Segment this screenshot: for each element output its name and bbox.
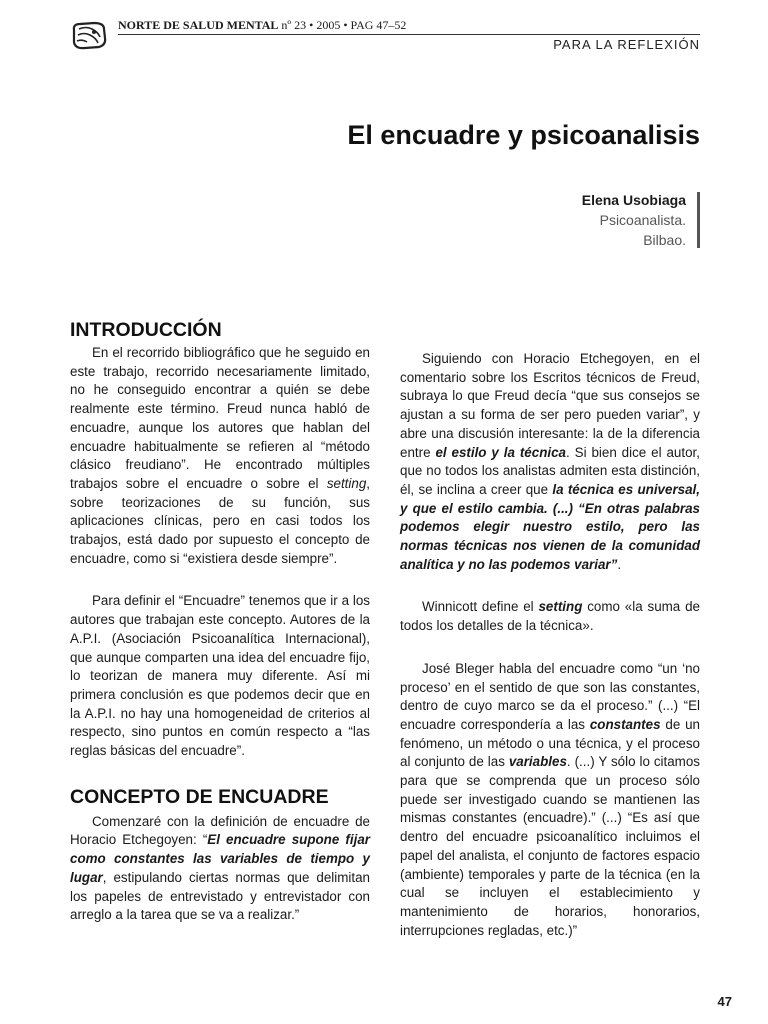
term-constantes: constantes [589,716,661,732]
author-block [582,190,686,250]
paragraph: José Bleger habla del encuadre como “un ‘no proceso’ en el sentido de que son las constantes, dentro de cuyo marco se da el proceso.” (...) “El encuadre correspondería a las constantes de un fenómeno, un método o una técnica, y el proceso al conjunto de las variables. (...) Y sólo lo citamos para que se comprenda que un proceso sólo puede ser investigado cuando se mantienen las mismas constantes (encuadre).” (...) “Es así que dentro del encuadre psicoanalítico incluimos el papel del analista, el conjunto de factores espacio (ambiente) temporales y parte de la técnica (en la cual se incluyen el establecimiento y mantenimiento de horarios, honorarios, interrupciones regladas, etc.)” [400,660,700,938]
author-bar [697,192,700,248]
term-setting-bold: setting [538,599,583,615]
page-number: 47 [717,994,732,1009]
journal-header [118,18,700,33]
journal-name-rest: DE SALUD MENTAL [160,18,279,32]
author-name: Elena Usobiaga [581,192,686,208]
paragraph: Para definir el “Encuadre” tenemos que ir a los autores que trabajan este concepto. Autores de la A.P.I. (Asociación Psicoanalítica Internacional), que aunque comparten una idea del encuadre fijo, lo teorizan de manera muy diferente. Así mi primera conclusión es que podemos decir que en la A.P.I. no hay una homogeneidad de criterios al respecto, sino puntos en común respecto a “las reglas básicas del encuadre”. [70,593,370,759]
left-column [70,316,370,925]
term-setting: setting [326,475,367,491]
paragraph: Winnicott define el setting como «la suma de todos los detalles de la técnica». [400,599,700,634]
paragraph: Siguiendo con Horacio Etchegoyen, en el comentario sobre los Escritos técnicos de Freud, subraya lo que Freud decía “que sus consejos se ajustan a su forma de ser pero pueden variar”, y abre una discusión interesante: la de la diferencia entre el estilo y la técnica. Si bien dice el autor, que no todos los analistas admiten esta distinción, él, se inclina a creer que la técnica es universal, y que el estilo cambia. (...) “En otras palabras podemos elegir nuestro estilo, pero las normas técnicas nos vienen de la comunidad analítica y no las podemos variar”. [400,351,700,572]
author-affiliation-2: Bilbao. [643,232,686,248]
journal-logo-icon [70,20,108,52]
emphasis-quote: la técnica es universal, y que el estilo cambia. (...) “En otras palabras podemos elegir nuestro estilo, pero las normas técnicas nos vienen de la comunidad analítica y no las podemos variar” [400,481,700,572]
journal-issue: nº 23 • 2005 • PAG 47–52 [278,18,407,32]
paragraph: Comenzaré con la definición de encuadre de Horacio Etchegoyen: “El encuadre supone fijar como constantes las variables de tiempo y lugar, estipulando ciertas normas que delimitan los papeles de entrevistado y entrevistador con arreglo a la tarea que se va a realizar.” [70,813,370,923]
quote-definition: El encuadre supone fijar como constantes las variables de tiempo y lugar [70,832,370,885]
right-column [400,350,700,940]
heading-concepto-de-encuadre: CONCEPTO DE ENCUADRE [70,785,329,808]
section-label: PARA LA REFLEXIÓN [553,37,700,52]
heading-introduccion: INTRODUCCIÓN [70,319,222,341]
journal-name: NORTE [118,18,161,32]
paragraph: En el recorrido bibliográfico que he seguido en este trabajo, recorrido necesariamente limitado, no he conseguido encontrar a quién se debe realmente este término. Freud nunca habló de encuadre, aunque los autores que hablan del encuadre habitualmente se refieren al “método clásico freudiano”. He encontrado múltiples trabajos sobre el encuadre o sobre el setting, sobre teorizaciones de su función, sus aplicaciones clínicas, pero en casi todos los trabajos, está dado por supuesto el concepto de encuadre, como si “existiera desde siempre”. [70,345,370,566]
term-variables: variables [508,754,567,770]
article-title: El encuadre y psicoanalisis [347,120,700,150]
header-rule [118,34,700,35]
emphasis-estilo-tecnica: el estilo y la técnica [435,444,566,460]
author-affiliation-1: Psicoanalista. [599,212,686,228]
